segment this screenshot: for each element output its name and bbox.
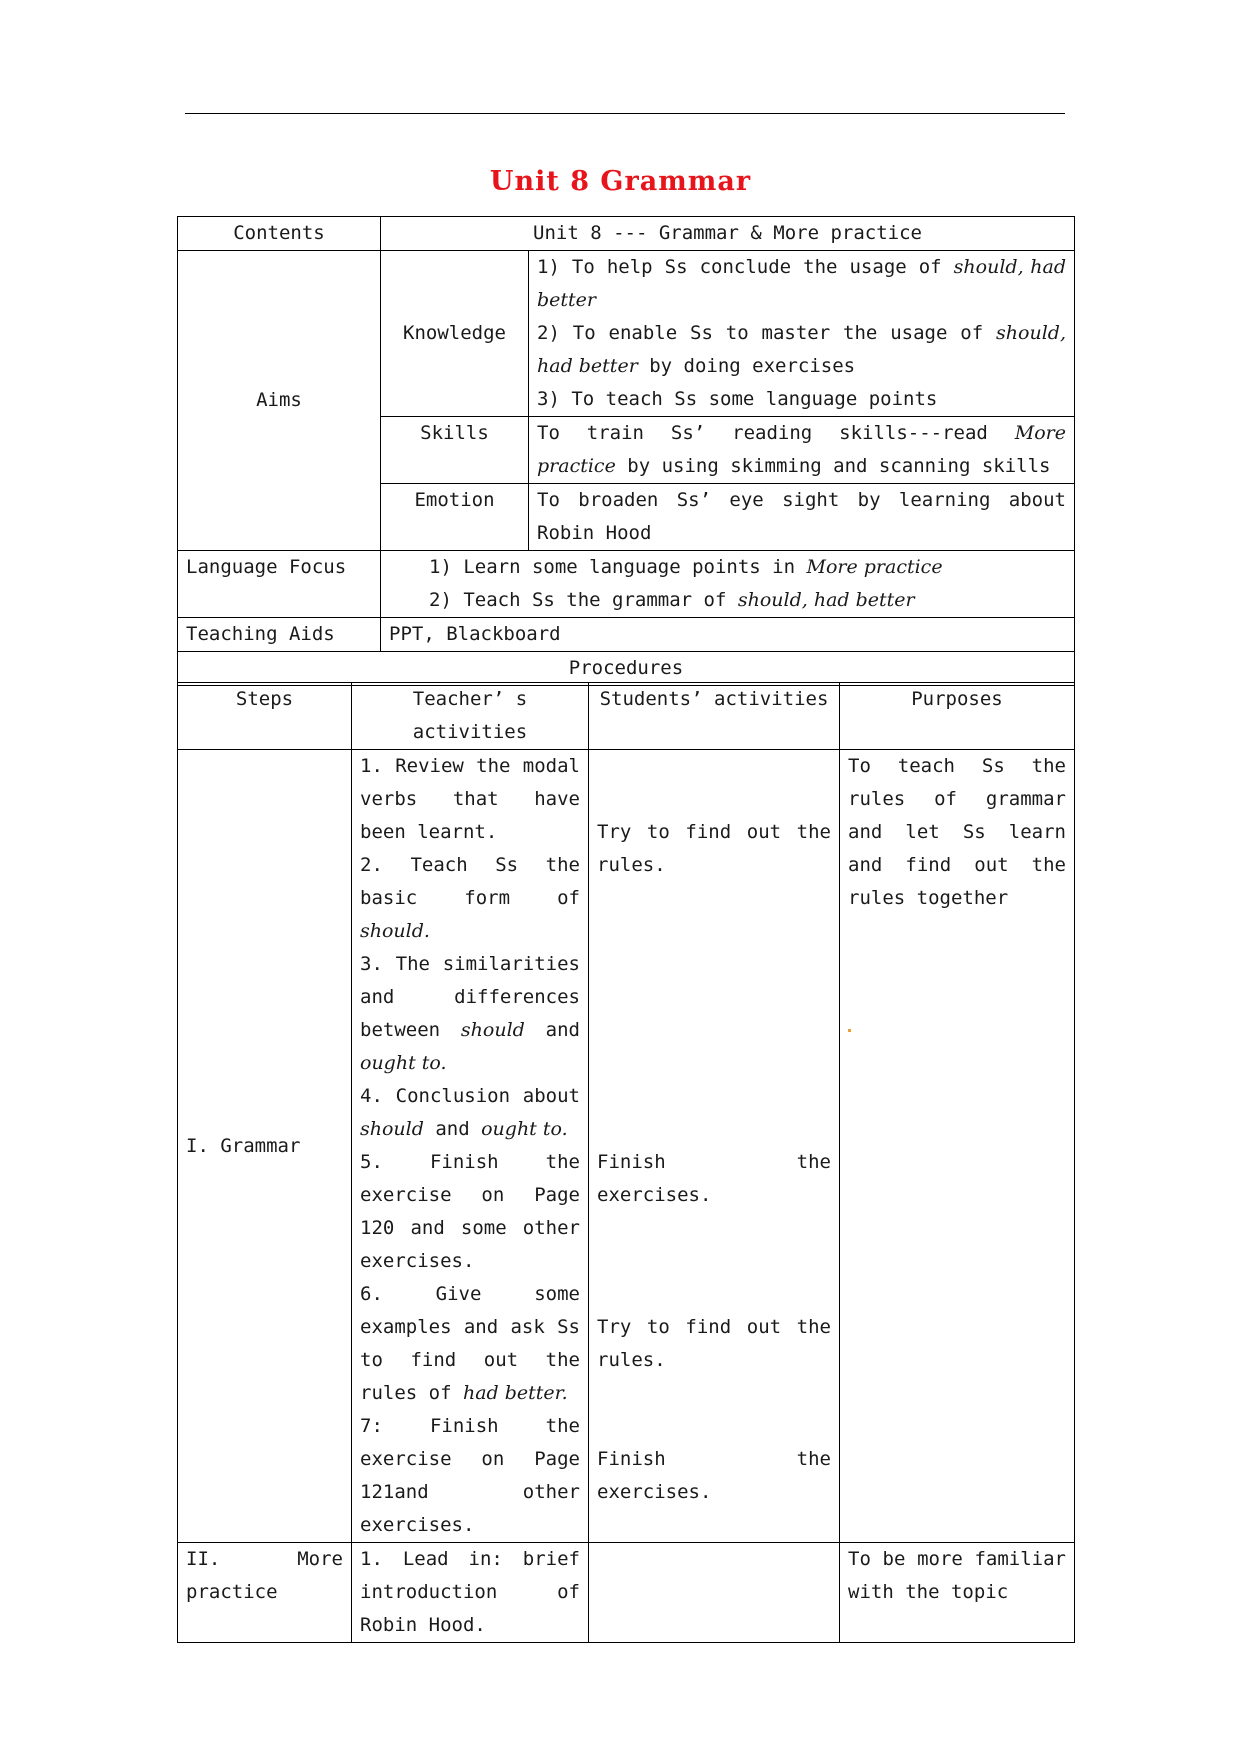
teaching-aids-value: PPT, Blackboard <box>381 618 1075 652</box>
knowledge-text: 1) To help Ss conclude the usage of should, had better 2) To enable Ss to master the usage of should, had better by doing exercises 3) To teach Ss some language points <box>529 251 1075 417</box>
teacher-activities-grammar: 1. Review the modal verbs that have been learnt. 2. Teach Ss the basic form of should. 3. The similarities and differences between should and ought to. 4. Conclusion about should and ought to. 5. Finish the exercise on Page 120 and some other exercises. 6. Give some examples and ask Ss to find out the rules of had better. 7: Finish the exercise on Page 121and other exercises. <box>352 750 589 1543</box>
language-focus-label: Language Focus <box>178 551 381 618</box>
header-purposes: Purposes <box>840 683 1075 750</box>
teaching-aids-label: Teaching Aids <box>178 618 381 652</box>
header-rule <box>185 113 1065 114</box>
header-teacher-activities: Teacher’ s activities <box>352 683 589 750</box>
contents-label: Contents <box>178 217 381 251</box>
step-grammar: I. Grammar <box>178 750 352 1543</box>
skills-label: Skills <box>381 417 529 484</box>
knowledge-label: Knowledge <box>381 251 529 417</box>
emotion-text: To broaden Ss’ eye sight by learning about Robin Hood <box>529 484 1075 551</box>
document-title: Unit 8 Grammar <box>489 166 752 197</box>
emotion-label: Emotion <box>381 484 529 551</box>
aims-label: Aims <box>178 251 381 551</box>
procedures-heading: Procedures <box>178 652 1075 686</box>
lesson-plan-table <box>177 216 1075 686</box>
procedures-table <box>177 682 1075 1643</box>
contents-value: Unit 8 --- Grammar & More practice <box>381 217 1075 251</box>
teacher-activities-more-practice: 1. Lead in: brief introduction of Robin Hood. <box>352 1543 589 1643</box>
stray-mark <box>848 1029 851 1032</box>
students-activities-more-practice <box>589 1543 840 1643</box>
purpose-grammar: To teach Ss the rules of grammar and let Ss learn and find out the rules together <box>840 750 1075 1543</box>
students-activities-grammar: Try to find out the rules. Finish the exercises. Try to find out the rules. Finish the exercises. <box>589 750 840 1543</box>
step-more-practice: II. More practice <box>178 1543 352 1643</box>
language-focus-text: 1) Learn some language points in More practice 2) Teach Ss the grammar of should, had better <box>381 551 1075 618</box>
skills-text: To train Ss’ reading skills---read More practice by using skimming and scanning skills <box>529 417 1075 484</box>
header-steps: Steps <box>178 683 352 750</box>
purpose-more-practice: To be more familiar with the topic <box>840 1543 1075 1643</box>
header-students-activities: Students’ activities <box>589 683 840 750</box>
